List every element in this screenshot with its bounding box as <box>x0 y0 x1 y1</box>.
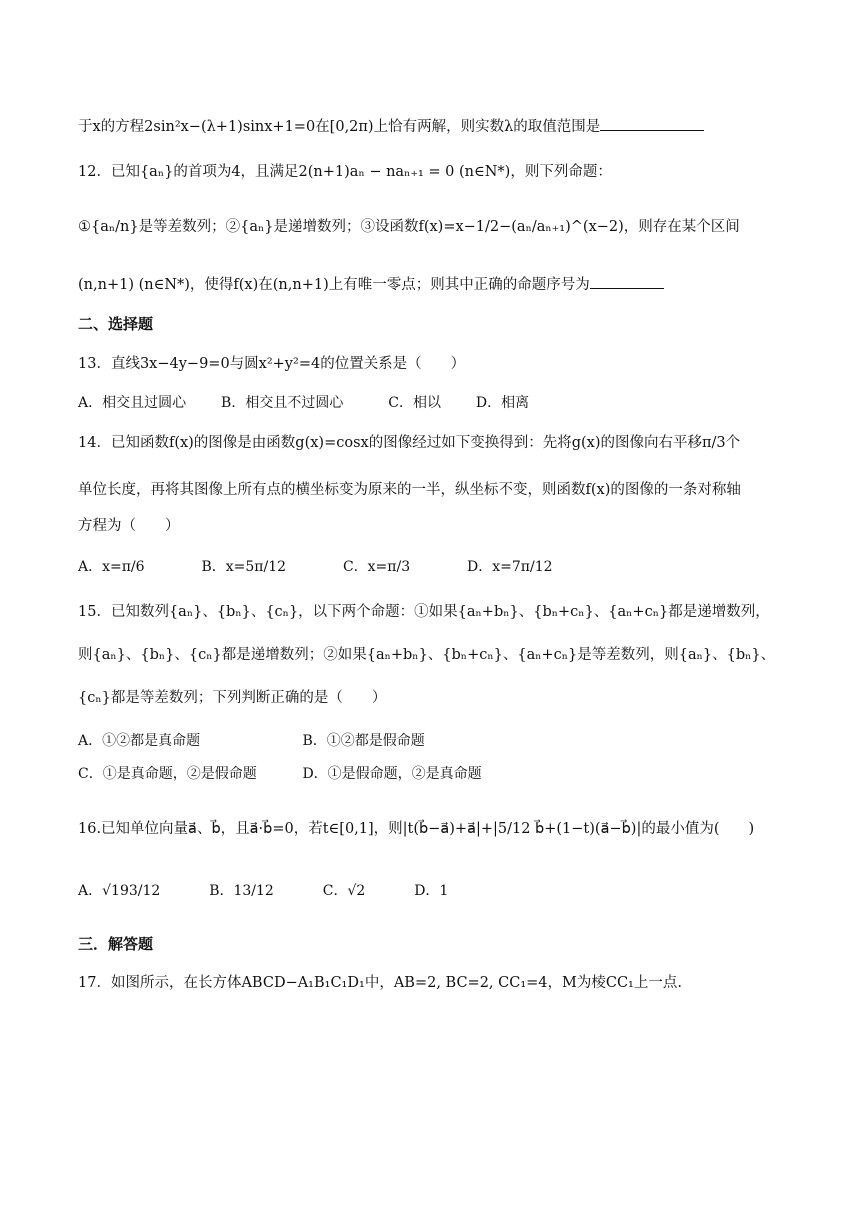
option-a[interactable]: A．√193/12 <box>78 883 161 899</box>
q13-options <box>78 396 800 410</box>
option-b[interactable]: B．①②都是假命题 <box>302 733 425 749</box>
option-d[interactable]: D．相离 <box>475 395 530 411</box>
answer-blank[interactable] <box>590 276 664 289</box>
option-b[interactable]: B．相交且不过圆心 <box>221 395 344 411</box>
q16-stem: 16.已知单位向量a⃗、b⃗，且a⃗·b⃗=0，若t∈[0,1]，则|t(b⃗−a⃗)+a⃗|+|5/12 b⃗+(1−t)(a⃗−b⃗)|的最小值为( ) <box>78 821 755 837</box>
option-b[interactable]: B．13/12 <box>209 883 274 899</box>
section-heading-solution: 三．解答题 <box>78 935 154 953</box>
q13-stem: 13．直线3x−4y−9=0与圆x²+y²=4的位置关系是（ ） <box>78 356 466 372</box>
option-c[interactable]: C．√2 <box>322 883 366 899</box>
q15-options-row1 <box>78 734 800 748</box>
q15-line3: {cₙ}都是等差数列；下列判断正确的是（ ） <box>78 690 387 706</box>
q11-text: 于x的方程2sin²x−(λ+1)sinx+1=0在[0,2π)上恰有两解，则实数λ的取值范围是 <box>78 119 601 135</box>
q17-stem: 17．如图所示，在长方体ABCD−A₁B₁C₁D₁中，AB=2, BC=2, CC₁=4，M为棱CC₁上一点. <box>78 975 682 991</box>
option-a[interactable]: A．①②都是真命题 <box>78 733 201 749</box>
section-heading-choice: 二、选择题 <box>78 315 154 333</box>
q14-line3: 方程为（ ） <box>78 518 180 534</box>
option-d[interactable]: D．1 <box>414 883 449 899</box>
q12-line1 <box>78 165 800 180</box>
option-c[interactable]: C．x=π/3 <box>342 559 411 575</box>
q14-line2: 单位长度，再将其图像上所有点的横坐标变为原来的一半，纵坐标不变，则函数f(x)的图像的一条对称轴 <box>78 482 741 498</box>
option-c[interactable]: C．相以 <box>388 395 441 411</box>
q16-options <box>78 884 800 898</box>
option-a[interactable]: A．相交且过圆心 <box>78 395 187 411</box>
q14-line1: 14．已知函数f(x)的图像是由函数g(x)=cosx的图像经过如下变换得到：先将g(x)的图像向右平移π/3个 <box>78 435 741 451</box>
option-a[interactable]: A．x=π/6 <box>78 559 145 575</box>
q12-line2 <box>78 220 800 235</box>
q11-tail <box>78 118 800 135</box>
q12-lead: 12．已知{aₙ}的首项为4，且满足2(n+1)aₙ − naₙ₊₁ = 0 (n∈N*)，则下列命题： <box>78 164 612 180</box>
q15-line2: 则{aₙ}、{bₙ}、{cₙ}都是递增数列；②如果{aₙ+bₙ}、{bₙ+cₙ}、{aₙ+cₙ}是等差数列，则{aₙ}、{bₙ}、 <box>78 647 776 663</box>
q15-options-row2 <box>78 767 800 781</box>
answer-blank[interactable] <box>600 118 704 131</box>
q12-question: (n,n+1) (n∈N*)，使得f(x)在(n,n+1)上有唯一零点；则其中正确的命题序号为 <box>78 277 590 293</box>
q15-line1: 15．已知数列{aₙ}、{bₙ}、{cₙ}，以下两个命题：①如果{aₙ+bₙ}、{bₙ+cₙ}、{aₙ+cₙ}都是递增数列， <box>78 604 770 620</box>
option-d[interactable]: D．x=7π/12 <box>467 559 553 575</box>
option-d[interactable]: D．①是假命题，②是真命题 <box>302 766 482 782</box>
q12-statements: ①{aₙ/n}是等差数列；②{aₙ}是递增数列；③设函数f(x)=x−1/2−(aₙ/aₙ₊₁)^(x−2)，则存在某个区间 <box>78 219 740 235</box>
option-b[interactable]: B．x=5π/12 <box>201 559 287 575</box>
q12-line3 <box>78 276 800 293</box>
q14-options <box>78 560 800 574</box>
option-c[interactable]: C．①是真命题，②是假命题 <box>78 766 257 782</box>
